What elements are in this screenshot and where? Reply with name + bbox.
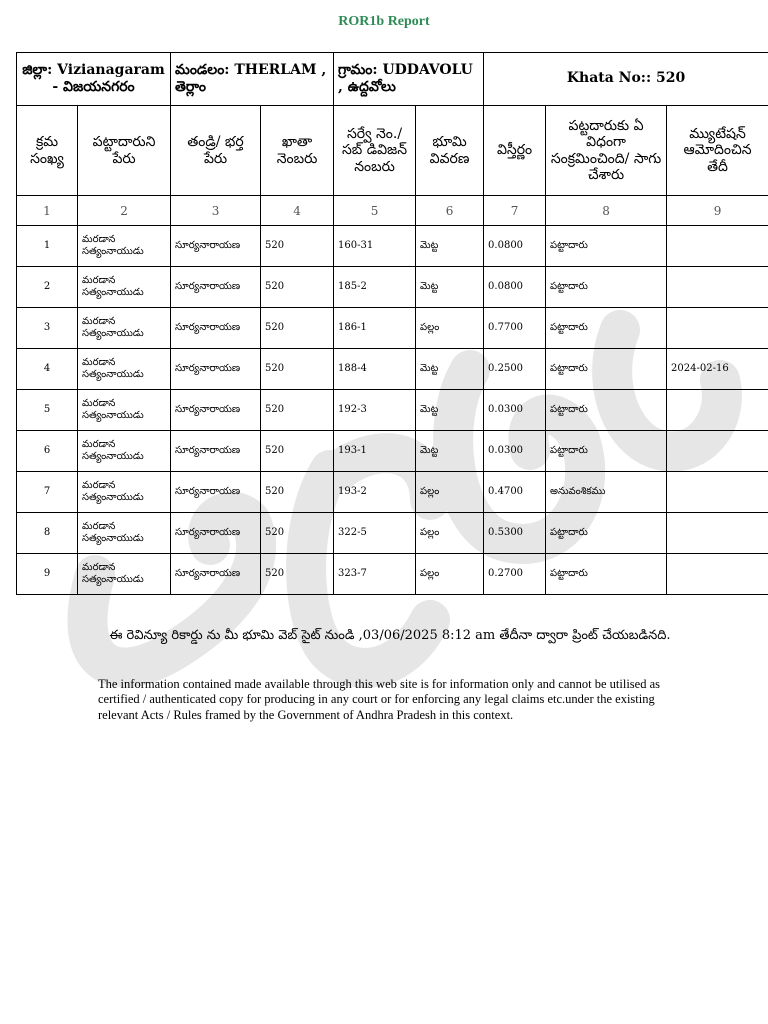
column-number: 4 <box>261 196 334 226</box>
cell-mutation-date <box>667 472 768 513</box>
column-header: ఖాతా నెంబరు <box>261 106 334 196</box>
cell-mutation-date <box>667 513 768 554</box>
cell-acquired: పట్టాదారు <box>546 431 667 472</box>
cell-extent: 0.0300 <box>484 390 546 431</box>
mandal-value: THERLAM , తెర్లాం <box>175 61 327 95</box>
report-title: ROR1b Report <box>338 14 430 29</box>
cell-acquired: పట్టాదారు <box>546 267 667 308</box>
column-number: 7 <box>484 196 546 226</box>
print-note: ఈ రెవిన్యూ రికార్డు ను మీ భూమి వెబ్ సైట్ నుండి ,03/06/2025 8:12 am తేదీనా ద్వారా ప్రింట్ చేయబడినది. <box>109 628 671 643</box>
cell-extent: 0.4700 <box>484 472 546 513</box>
cell-owner: మరడాన సత్యంనాయుడు <box>78 513 171 554</box>
cell-owner: మరడాన సత్యంనాయుడు <box>78 267 171 308</box>
cell-extent: 0.0800 <box>484 226 546 267</box>
cell-khata: 520 <box>261 554 334 595</box>
table-row <box>17 308 768 349</box>
column-header: తండ్రి/ భర్త పేరు <box>171 106 261 196</box>
cell-owner: మరడాన సత్యంనాయుడు <box>78 308 171 349</box>
table-row <box>17 390 768 431</box>
cell-owner: మరడాన సత్యంనాయుడు <box>78 349 171 390</box>
cell-acquired: అనువంశికము <box>546 472 667 513</box>
cell-sno: 9 <box>17 554 78 595</box>
cell-khata: 520 <box>261 513 334 554</box>
cell-father: సూర్యనారాయణ <box>171 267 261 308</box>
column-number: 6 <box>416 196 484 226</box>
cell-survey: 160-31 <box>334 226 416 267</box>
cell-extent: 0.0800 <box>484 267 546 308</box>
column-number: 3 <box>171 196 261 226</box>
cell-sno: 4 <box>17 349 78 390</box>
cell-mutation-date <box>667 226 768 267</box>
cell-father: సూర్యనారాయణ <box>171 513 261 554</box>
cell-survey: 185-2 <box>334 267 416 308</box>
cell-survey: 322-5 <box>334 513 416 554</box>
cell-extent: 0.2700 <box>484 554 546 595</box>
cell-father: సూర్యనారాయణ <box>171 226 261 267</box>
cell-survey: 323-7 <box>334 554 416 595</box>
column-header-row <box>17 106 768 196</box>
cell-acquired: పట్టాదారు <box>546 390 667 431</box>
cell-land: మెట్ట <box>416 390 484 431</box>
column-number: 1 <box>17 196 78 226</box>
cell-acquired: పట్టాదారు <box>546 226 667 267</box>
cell-owner: మరడాన సత్యంనాయుడు <box>78 390 171 431</box>
cell-sno: 5 <box>17 390 78 431</box>
column-number: 5 <box>334 196 416 226</box>
cell-mutation-date <box>667 308 768 349</box>
cell-khata: 520 <box>261 267 334 308</box>
column-header: పట్టదారుకు ఏ విధంగా సంక్రమించింది/ సాగు చేశారు <box>546 106 667 196</box>
cell-acquired: పట్టాదారు <box>546 308 667 349</box>
cell-khata: 520 <box>261 226 334 267</box>
cell-acquired: పట్టాదారు <box>546 554 667 595</box>
table-row <box>17 226 768 267</box>
khata-value: 520 <box>656 70 686 87</box>
cell-land: మెట్ట <box>416 226 484 267</box>
khata-label: Khata No:: <box>566 70 652 87</box>
cell-land: పల్లం <box>416 513 484 554</box>
cell-sno: 2 <box>17 267 78 308</box>
village-label: గ్రామం: <box>338 61 378 78</box>
cell-sno: 8 <box>17 513 78 554</box>
cell-mutation-date: 2024-02-16 <box>667 349 768 390</box>
column-header: సర్వే నెం./ సబ్ డివిజన్ నంబరు <box>334 106 416 196</box>
table-row <box>17 513 768 554</box>
cell-land: మెట్ట <box>416 349 484 390</box>
cell-owner: మరడాన సత్యంనాయుడు <box>78 554 171 595</box>
cell-mutation-date <box>667 431 768 472</box>
table-row <box>17 472 768 513</box>
cell-khata: 520 <box>261 472 334 513</box>
cell-khata: 520 <box>261 308 334 349</box>
cell-mutation-date <box>667 267 768 308</box>
cell-father: సూర్యనారాయణ <box>171 431 261 472</box>
column-number: 2 <box>78 196 171 226</box>
cell-father: సూర్యనారాయణ <box>171 308 261 349</box>
village-value: UDDAVOLU , ఉద్దవోలు <box>338 61 473 95</box>
table-row <box>17 554 768 595</box>
district-label: జిల్లా: <box>22 61 53 78</box>
cell-owner: మరడాన సత్యంనాయుడు <box>78 431 171 472</box>
khata-cell <box>484 53 768 106</box>
cell-sno: 6 <box>17 431 78 472</box>
cell-land: మెట్ట <box>416 267 484 308</box>
column-header: విస్తీర్ణం <box>484 106 546 196</box>
cell-survey: 193-1 <box>334 431 416 472</box>
column-number: 8 <box>546 196 667 226</box>
ror-table <box>16 52 768 595</box>
cell-father: సూర్యనారాయణ <box>171 554 261 595</box>
cell-land: పల్లం <box>416 472 484 513</box>
village-cell <box>334 53 484 106</box>
cell-father: సూర్యనారాయణ <box>171 472 261 513</box>
mandal-cell <box>171 53 334 106</box>
table-row <box>17 267 768 308</box>
mandal-label: మండలం: <box>175 61 230 78</box>
cell-sno: 3 <box>17 308 78 349</box>
column-header: క్రమ సంఖ్య <box>17 106 78 196</box>
district-value: Vizianagaram - విజయనగరం <box>52 61 165 95</box>
cell-extent: 0.5300 <box>484 513 546 554</box>
cell-father: సూర్యనారాయణ <box>171 390 261 431</box>
cell-owner: మరడాన సత్యంనాయుడు <box>78 472 171 513</box>
column-header: భూమి వివరణ <box>416 106 484 196</box>
cell-acquired: పట్టాదారు <box>546 349 667 390</box>
cell-survey: 186-1 <box>334 308 416 349</box>
cell-land: మెట్ట <box>416 431 484 472</box>
column-number-row <box>17 196 768 226</box>
cell-sno: 1 <box>17 226 78 267</box>
cell-survey: 192-3 <box>334 390 416 431</box>
cell-extent: 0.0300 <box>484 431 546 472</box>
cell-sno: 7 <box>17 472 78 513</box>
table-row <box>17 431 768 472</box>
cell-extent: 0.2500 <box>484 349 546 390</box>
cell-khata: 520 <box>261 431 334 472</box>
cell-extent: 0.7700 <box>484 308 546 349</box>
cell-owner: మరడాన సత్యంనాయుడు <box>78 226 171 267</box>
district-cell <box>17 53 171 106</box>
cell-survey: 193-2 <box>334 472 416 513</box>
cell-mutation-date <box>667 390 768 431</box>
cell-khata: 520 <box>261 390 334 431</box>
cell-land: పల్లం <box>416 308 484 349</box>
disclaimer: The information contained made available through this web site is for information only and cannot be utilised as certified / authenticated copy for producing in any court or for enforcing any legal claims etc.under the existing relevant Acts / Rules framed by the Government of Andhra Pradesh in this context. <box>98 677 661 722</box>
column-header: పట్టాదారుని పేరు <box>78 106 171 196</box>
cell-father: సూర్యనారాయణ <box>171 349 261 390</box>
table-row <box>17 349 768 390</box>
column-header: మ్యుటేషన్ ఆమోదించిన తేదీ <box>667 106 768 196</box>
cell-land: పల్లం <box>416 554 484 595</box>
cell-mutation-date <box>667 554 768 595</box>
cell-survey: 188-4 <box>334 349 416 390</box>
cell-acquired: పట్టాదారు <box>546 513 667 554</box>
column-number: 9 <box>667 196 768 226</box>
location-header-row <box>17 53 768 106</box>
cell-khata: 520 <box>261 349 334 390</box>
